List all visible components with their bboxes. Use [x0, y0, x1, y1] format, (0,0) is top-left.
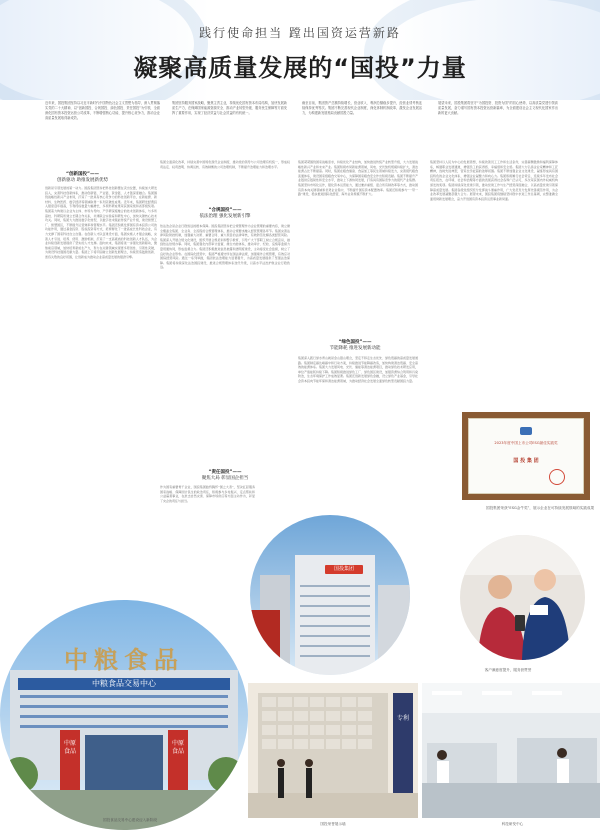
certificate-logo-icon — [520, 427, 532, 435]
body-column-4: 集团坚持以人民为中心的发展思想，持续改善员工工作和生活条件，完善薪酬激励和福利保障体系，畅通职业发展通道，增强员工的获得感、幸福感和安全感。集团大力弘扬企业家精神和工匠精神，选树先进典型，营造比学赶超的浓厚氛围。集团不断加强企业文化建设，凝练形成具有国投特色的企业文化体系，增强企业凝聚力和向心力。集团积极履行社会责任，连续多年发布社会责任报告，在环境、社会和治理等方面的表现获得社会各界广泛认可，多次荣获国内外权威机构颁发的奖项。集团持续深化党建引领，推动党建工作与生产经营深度融合，以高质量党建引领保障高质量发展。集团各级党组织充分发挥战斗堡垒作用，广大党员充分发挥先锋模范作用，为企业改革发展凝聚起强大合力。展望未来，国投集团将继续坚持稳中求进工作总基调，完整准确全面贯彻新发展理念，奋力开创国有资本投资运营事业新局面。 — [430, 160, 558, 201]
photo-office-tower — [250, 515, 410, 675]
photo-lab — [422, 683, 600, 818]
certificate-seal-icon — [549, 469, 565, 485]
lab-illustration — [422, 683, 600, 818]
body-column-3-bottom: 集团深入践行绿水青山就是金山银山理念，坚定不移走生态优先、绿色低碳的高质量发展道路。集团制定碳达峰碳中和行动方案，持续推进节能降碳改造，加快构建清洁低碳、安全高效的能源体系。集团大力发展风电、光伏、储能等清洁能源项目，推动绿色技术研发应用，单位产值能耗持续下降。集团积极推进绿色工厂、绿色园区建设，加强资源综合利用和污染防治，生态环境保护工作成效显著。集团还创新发展绿色金融，设立绿色产业基金，引导社会资本投向节能环保和清洁能源领域，为推动经济社会发展全面绿色转型贡献国投力量。 — [298, 356, 418, 383]
body-column-2-bottom: 作为国有重要骨干企业，国投集团始终胸怀“国之大者”，坚决扛起服务国家战略、保障国计民生的政治责任，积极参与乡村振兴、定点帮扶和公益慈善事业，在抗击自然灾害、保障市场供应等方面主动作为，彰显了央企的责任与担当。 — [160, 485, 255, 503]
customer-service-illustration — [460, 535, 585, 660]
certificate-title: 2023年度中国上市公司ESG最佳实践奖 — [494, 441, 558, 445]
office-tower-illustration — [250, 515, 410, 675]
body-column-1: 创新是引领发展的第一动力。国投集团坚持把科技创新摆在突出位置，持续加大研发投入，完善科技创新体系，推动创新链、产业链、资金链、人才链深度融合。集团围绕战略性新兴产业布局，打造了一批具有核心竞争力的科技创新平台，在新能源、新材料、生物医药、数字经济等领域取得一系列突破性成果。近年来，集团研发经费投入强度逐年提高，专利授权数量大幅增长，多项科研成果荣获国家级和省部级奖项。集团着力构建以企业为主体、市场为导向、产学研深度融合的技术创新体系，与多所高校、科研院所建立长期合作关系，共建联合实验室和研发中心，加快关键核心技术攻关。同时，集团大力推进数字化转型，以数字技术赋能传统产业升级，建设智慧工厂、智慧园区，不断提升运营效率和管理水平。集团还积极发挥国有资本投资公司的功能作用，通过基金投资、股权投资等方式，培育孵化了一批高成长性科技企业，有力支撑了国家科技自立自强。在创新人才队伍建设方面，集团实施人才强企战略，完善人才引进、培养、使用、激励机制，打造了一支高素质的科技创新人才队伍，为企业持续创新发展提供了坚实的人才支撑。面向未来，集团将进一步强化创新驱动，聚焦前沿领域，加快培育新质生产力，努力在关键领域实现更多原创性、引领性突破，为建设科技强国贡献力量。集团上下将牢固树立创新发展理念，持续营造鼓励创新、宽容失败的良好氛围，让创新成为推动企业高质量发展的强劲引擎。 — [45, 186, 157, 259]
page-headline: 凝聚高质量发展的“国投”力量 — [133, 54, 467, 82]
body-column-2: 依法治企是企业行稳致远的根本保障。国投集团坚持把合规管理作为企业管理的重要内容，建立健全覆盖全集团、全业务、全流程的合规管理体系，推动合规要求融入经营管理各环节。集团完善法律风险防控机制，加强重大决策、重要合同、重大项目的法律审核，有效防范化解各类经营风险。集团深入开展合规文化建设，组织开展合规培训和警示教育，引导广大干部职工树立合规意识，做到依法依规办事。同时，集团强化内部审计监督，健全内控体系，推动审计、纪检、巡察等监督力量贯通协同，形成监督合力。集团还积极推进信息披露和透明度建设，主动接受社会监督，树立了良好的企业形象。在国际化经营中，集团严格遵守所在国法律法规，加强境外合规管理，有效应对国际经营风险。通过一系列举措，集团依法治理能力显著提升，为高质量发展提供了坚强法治保障。集团将持续深化法治国投建设，推进合规管理体系迭代升级，以高水平法治护航企业行稳致远。 — [160, 224, 290, 270]
food-trading-center-illustration — [0, 600, 248, 830]
subhead-compliance: “合规国投”—— 依法治理 强化发展新引擎 — [199, 208, 251, 219]
lobby-caption: 国投荣誉展示墙 — [320, 822, 346, 826]
kicker-title: 践行使命担当 蹚出国资运营新路 — [199, 26, 401, 40]
food-center-caption: 国投食品交易中心建设迈入新阶段 — [103, 818, 157, 822]
lab-caption: 科技研发中心 — [501, 822, 524, 826]
left-column-sign: 中原食品 — [63, 740, 76, 755]
lead-column-4: 展望未来，国投集团将坚守“为国投资、投资为国”的初心使命，以高质量党建引领高质量发展，奋力谱写国有资本投资运营新篇章，为全面建设社会主义现代化国家作出新的更大贡献。 — [438, 101, 558, 115]
certificate-paper — [468, 418, 584, 494]
body-column-3: 集团紧紧围绕国家战略需求，持续优化产业结构，加快推进传统产业转型升级，大力发展战略性新兴产业和未来产业。集团积极布局新能源领域，风电、光伏装机规模持续扩大，清洁能源占比不断提高。同时，集团在粮食储备、食品加工等民生领域持续发力，完善现代粮食流通体系，建设国家级粮食交易中心，为保障国家粮食安全作出积极贡献。集团不断提升产业链供应链韧性和安全水平，推动上下游协同发展，打造具有国际竞争力的现代产业集群。集团坚持市场化运作，强化资本运营能力，通过兼并重组、混合所有制改革等方式，推动国有资本向关键领域和优势企业集中，不断提升国有资本配置效率。集团还积极参与“一带一路”建设，稳步推进国际化经营，海外业务规模不断扩大。 — [298, 160, 418, 197]
lead-column-1: 近年来，国投集团坚持以习近平新时代中国特色社会主义思想为指导，深入贯彻落实党的二十大精神，以“创新国投、合规国投、绿色国投、责任国投”为引领，全面深化国有资本投资运营公司改革，不断增强核心功能、提升核心竞争力，推动企业高质量发展取得新成效。 — [45, 101, 160, 120]
photo-lobby — [248, 683, 418, 818]
photo-food-trading-center — [0, 600, 248, 830]
rooftop-sign: 中粮食品 — [64, 646, 184, 674]
lobby-illustration — [248, 683, 418, 818]
certificate-recipient: 国 投 集 团 — [513, 458, 539, 464]
subhead-green: “绿色国投”—— 节能降耗 推进发展新动能 — [329, 340, 381, 351]
customer-caption: 客户满意度提升，服务获赞誉 — [484, 668, 532, 672]
subhead-innovation: “创新国投”—— 创新驱动 助推发展新优势 — [57, 172, 108, 183]
subhead-responsibility: “责任国投”—— 聚焦大局 彰显国企担当 — [201, 470, 249, 481]
trading-center-banner: 中粮食品交易中心 — [92, 679, 156, 688]
lead-column-3: 截至目前，集团资产总额持续增长，营业收入、利润总额稳步提升，经营业绩考核连续保持优秀等次。集团不断完善现代企业制度，深化体制机制改革，激发企业发展活力，为构建新发展格局贡献国投力量。 — [302, 101, 422, 115]
tower-sign: 国投集团 — [333, 566, 354, 572]
right-column-sign: 中原食品 — [171, 740, 184, 755]
lead-column-2: 集团坚持服务国家战略，聚焦主责主业，持续优化国有资本布局结构，加快发展新质生产力，在保障国家能源资源安全、推动产业转型升级、服务民生保障等方面发挥了重要作用，实现了经济效益与社会效益的有机统一。 — [172, 101, 287, 115]
photo-customer-service — [460, 535, 585, 660]
award-caption: 国投集团荣获“ESG金牛奖”，展示企业在可持续发展领域的实践成果 — [486, 506, 595, 510]
lobby-board-sign: 专利 — [396, 715, 409, 722]
body-column-2-top: 集团全面深化改革，持续完善中国特色现代企业制度，推动党的领导与公司治理有机统一，形成权责法定、权责透明、协调运转、有效制衡的公司治理机制，不断提升治理能力和治理水平。 — [160, 160, 290, 169]
award-certificate — [462, 412, 590, 500]
